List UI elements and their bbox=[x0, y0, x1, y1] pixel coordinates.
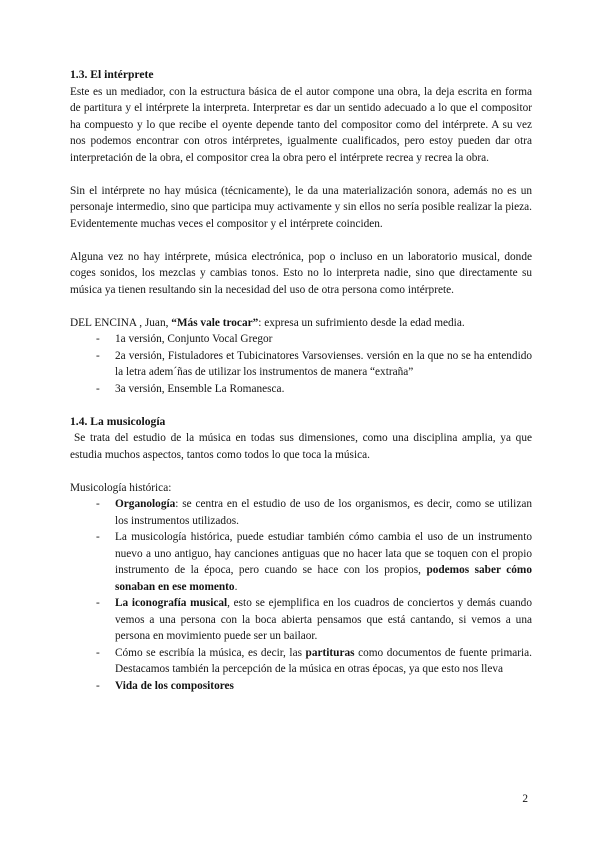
text-run: Cómo se escribía la música, es decir, las bbox=[115, 646, 306, 659]
list-item-vida-compositores bbox=[115, 678, 532, 695]
text-run: : expresa un sufrimiento desde la edad media. bbox=[258, 316, 465, 329]
list-item-musicologia-historica bbox=[115, 529, 532, 595]
text-run-bold: Organología bbox=[115, 498, 176, 510]
text-run: DEL ENCINA , Juan, bbox=[70, 316, 172, 329]
text-run-bold: “Más vale trocar” bbox=[171, 316, 259, 329]
text-run-bold: partituras bbox=[305, 646, 355, 659]
paragraph-musicologia-historica: Musicología histórica: bbox=[70, 481, 172, 494]
text-run: 1a versión, Conjunto Vocal Gregor bbox=[115, 333, 273, 345]
section-heading-1-4: 1.4. La musicología bbox=[70, 414, 166, 428]
text-run: , esto se ejemplifica en los cuadros de conciertos y demás cuando vemos a una persona con la boca abierta pensamos que está cantando, si vemos a una persona en movimiento puede ser un bailaor. bbox=[115, 597, 532, 642]
paragraph-musicologia: Se trata del estudio de la música en todas sus dimensiones, como una disciplina amplia, ya que estudia muchos aspectos, tantos como todos lo que toca la música. bbox=[70, 432, 532, 461]
text-run-bold: podemos saber cómo sonaban en ese momento bbox=[115, 564, 532, 593]
text-run-bold: Vida de los compositores bbox=[115, 679, 234, 692]
text-run: La musicología histórica, puede estudiar también cómo cambia el uso de un instrumento nuevo a uno antiguo, hay canciones antiguas que no hacer lata que se toquen con el propio instrumento de la época, pero cuando se hace con los propios, bbox=[115, 531, 532, 576]
paragraph-del-encina bbox=[70, 315, 532, 332]
list-item-version-1 bbox=[115, 331, 532, 348]
list-item-partituras bbox=[115, 645, 532, 678]
text-run: 2a versión, Fistuladores et Tubicinatores Varsovienses. versión en la que no se ha entendido la letra adem´ñas de utilizar los instrumentos de manera “extraña” bbox=[115, 349, 532, 378]
list-item-version-3 bbox=[115, 381, 532, 398]
list-item-version-2 bbox=[115, 348, 532, 381]
paragraph-interprete-1: Este es un mediador, con la estructura básica de el autor compone una obra, la deja escrita en forma de partitura y el intérprete la interpreta. Interpretar es dar un sentido adecuado a lo que el compositor ha compuesto y lo que recibe el oyente depende tanto del compositor como del intérprete. A su vez nos podemos encontrar con otros intérpretes, igualmente cualificados, pero estoy pueden dar otra interpretación de la obra, el compositor crea la obra pero el intérprete recrea y recrea la obra. bbox=[70, 85, 532, 164]
section-heading-1-3: 1.3. El intérprete bbox=[70, 68, 154, 81]
version-list bbox=[70, 331, 532, 397]
text-run: . bbox=[234, 580, 238, 593]
text-run: 3a versión, Ensemble La Romanesca. bbox=[115, 382, 285, 395]
paragraph-interprete-3: Alguna vez no hay intérprete, música electrónica, pop o incluso en un laboratorio musical, donde coges sonidos, los mezclas y cambias tonos. Esto no lo interpreta nadie, sino que directamente su música ya tienen resultando sin la necesidad del uso de otra persona como intérprete. bbox=[70, 250, 532, 296]
list-item-organologia bbox=[115, 496, 532, 529]
text-run-bold: La iconografía musical bbox=[115, 597, 228, 609]
text-run: : se centra en el estudio de uso de los organismos, es decir, como se utilizan los instrumentos utilizados. bbox=[115, 498, 532, 527]
paragraph-interprete-2: Sin el intérprete no hay música (técnicamente), le da una materialización sonora, además no es un personaje intermedio, sino que participa muy activamente y sin ellos no sería posible realizar la pieza. Evidentemente muchas veces el compositor y el intérprete coinciden. bbox=[70, 184, 532, 230]
page-number: 2 bbox=[522, 793, 528, 805]
text-run: como documentos de fuente primaria. Destacamos también la percepción de la música en otras épocas, ya que esto nos lleva bbox=[115, 646, 532, 675]
list-item-iconografia bbox=[115, 595, 532, 645]
musicologia-list bbox=[70, 496, 532, 694]
